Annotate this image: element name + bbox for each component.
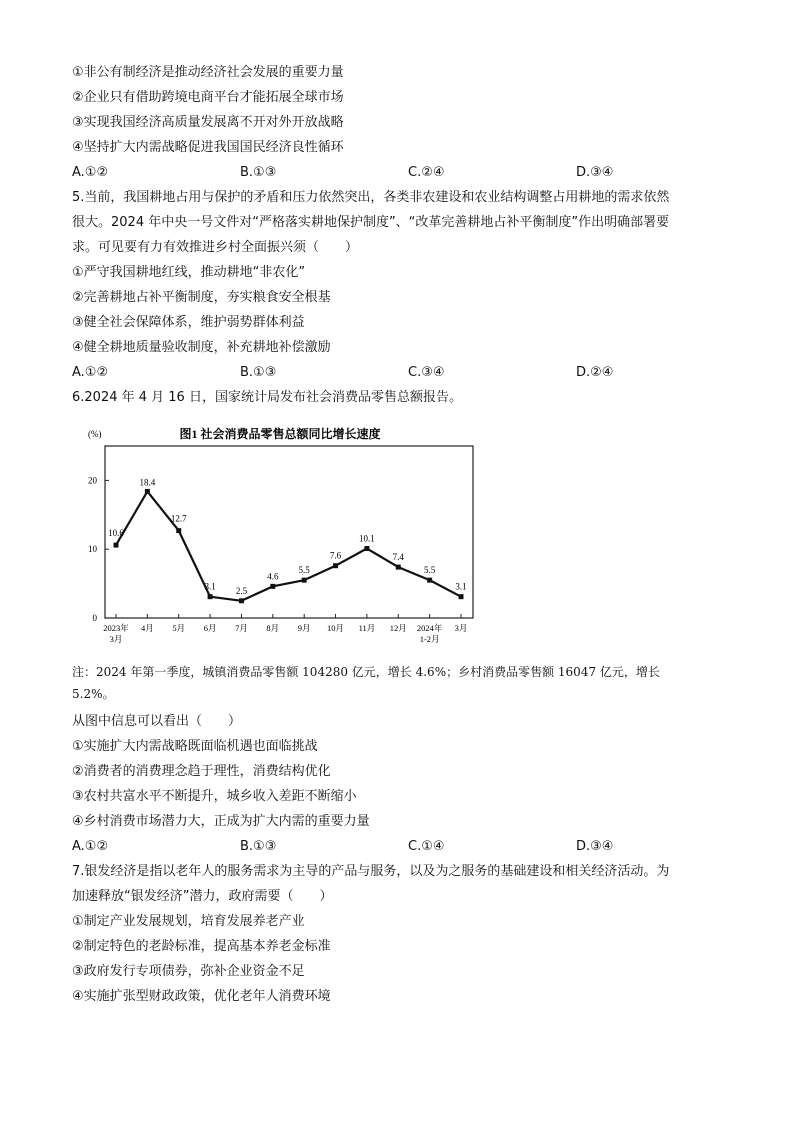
q5-item-3: ③健全社会保障体系，维护弱势群体利益 (72, 315, 305, 330)
data-label: 7.6 (329, 550, 342, 561)
data-point (114, 543, 119, 548)
x-tick-label: 2024年 (416, 623, 443, 633)
q6-item-1: ①实施扩大内需战略既面临机遇也面临挑战 (72, 739, 318, 754)
data-label: 4.6 (267, 571, 279, 582)
data-point (459, 594, 464, 599)
q5-stem-line-3: 求。可见要有力有效推进乡村全面振兴须（ ） (72, 240, 359, 255)
q7-item-4: ④实施扩张型财政政策，优化老年人消费环境 (72, 989, 331, 1004)
data-label: 10.6 (108, 528, 124, 539)
x-tick-label: 10月 (327, 623, 345, 633)
x-tick-label: 5月 (172, 623, 186, 633)
q5-stem-line-1: 5.当前，我国耕地占用与保护的矛盾和压力依然突出，各类非农建设和农业结构调整占用耕地的需求依然 (72, 190, 670, 205)
data-label: 12.7 (170, 513, 187, 524)
q7-item-1: ①制定产业发展规划，培育发展养老产业 (72, 914, 305, 929)
q7-stem-line-2: 加速释放“银发经济”潜力，政府需要（ ） (72, 889, 333, 904)
x-tick-label: 3月 (109, 634, 123, 644)
x-tick-label: 9月 (297, 623, 311, 633)
q4-option-c[interactable]: C.②④ (408, 165, 445, 180)
x-tick-label: 12月 (389, 623, 407, 633)
series-line (116, 491, 461, 600)
retail-growth-chart (80, 418, 480, 650)
q5-stem-line-2: 很大。2024 年中央一号文件对“严格落实耕地保护制度”、“改革完善耕地占补平衡制度”作出明确部署要 (72, 215, 670, 230)
q4-item-3: ③实现我国经济高质量发展离不开对外开放战略 (72, 115, 344, 130)
chart-title: 图1 社会消费品零售总额同比增长速度 (179, 427, 381, 441)
q5-options (72, 364, 732, 382)
q6-note-line-1: 注：2024 年第一季度，城镇消费品零售额 104280 亿元，增长 4.6%；乡村消费品零售额 16047 亿元，增长 (72, 665, 660, 679)
x-tick-label: 3月 (454, 623, 468, 633)
data-label: 3.1 (455, 581, 467, 592)
data-label: 5.5 (298, 565, 310, 576)
data-point (427, 578, 432, 583)
q5-option-c[interactable]: C.③④ (408, 365, 445, 380)
x-tick-label: 4月 (140, 623, 154, 633)
data-point (176, 528, 181, 533)
q6-item-4: ④乡村消费市场潜力大，正成为扩大内需的重要力量 (72, 814, 370, 829)
data-point (208, 594, 213, 599)
data-point (239, 598, 244, 603)
q5-item-2: ②完善耕地占补平衡制度，夯实粮食安全根基 (72, 290, 331, 305)
q4-item-1: ①非公有制经济是推动经济社会发展的重要力量 (72, 65, 344, 80)
data-label: 5.5 (424, 565, 436, 576)
q4-option-b[interactable]: B.①③ (240, 165, 277, 180)
q6-option-d[interactable]: D.③④ (576, 839, 614, 854)
q5-item-4: ④健全耕地质量验收制度，补充耕地补偿激励 (72, 340, 331, 355)
data-label: 18.4 (139, 477, 156, 488)
x-tick-label: 2023年 (103, 623, 129, 633)
y-tick-label: 0 (92, 613, 97, 623)
data-point (302, 578, 307, 583)
q4-item-2: ②企业只有借助跨境电商平台才能拓展全球市场 (72, 90, 344, 105)
plot-frame (105, 446, 473, 618)
y-tick-label: 20 (88, 475, 97, 486)
q6-option-c[interactable]: C.①④ (408, 839, 445, 854)
q6-option-a[interactable]: A.①② (72, 839, 109, 854)
q6-option-b[interactable]: B.①③ (240, 839, 277, 854)
q6-question: 从图中信息可以看出（ ） (72, 714, 242, 729)
q7-item-3: ③政府发行专项债券，弥补企业资金不足 (72, 964, 305, 979)
q6-note-line-2: 5.2%。 (72, 687, 115, 701)
x-tick-label: 11月 (358, 623, 376, 633)
data-label: 3.1 (204, 581, 216, 592)
x-tick-label: 8月 (266, 623, 280, 633)
q5-option-a[interactable]: A.①② (72, 365, 109, 380)
q6-options (72, 838, 732, 856)
data-point (396, 565, 401, 570)
q4-options (72, 164, 732, 182)
q4-option-a[interactable]: A.①② (72, 165, 109, 180)
q6-stem: 6.2024 年 4 月 16 日，国家统计局发布社会消费品零售总额报告。 (72, 390, 462, 405)
data-point (333, 563, 338, 568)
data-point (364, 546, 369, 551)
q4-item-4: ④坚持扩大内需战略促进我国国民经济良性循环 (72, 140, 344, 155)
x-tick-label: 1-2月 (419, 634, 440, 644)
data-point (270, 584, 275, 589)
q7-stem-line-1: 7.银发经济是指以老年人的服务需求为主导的产品与服务，以及为之服务的基础建设和相关经济活动。为 (72, 864, 670, 879)
data-label: 2.5 (235, 585, 248, 596)
q6-item-3: ③农村共富水平不断提升，城乡收入差距不断缩小 (72, 789, 357, 804)
q7-item-2: ②制定特色的老龄标准，提高基本养老金标准 (72, 939, 331, 954)
y-tick-label: 10 (88, 544, 97, 555)
q6-note (72, 661, 722, 705)
q5-option-d[interactable]: D.②④ (576, 365, 614, 380)
q5-item-1: ①严守我国耕地红线，推动耕地“非农化” (72, 265, 306, 280)
q6-item-2: ②消费者的消费理念趋于理性，消费结构优化 (72, 764, 331, 779)
x-tick-label: 6月 (203, 623, 217, 633)
x-tick-label: 7月 (235, 623, 248, 633)
q5-option-b[interactable]: B.①③ (240, 365, 277, 380)
data-point (145, 489, 150, 494)
data-label: 7.4 (392, 552, 404, 563)
y-axis-unit: (%) (88, 429, 102, 439)
data-label: 10.1 (359, 533, 375, 544)
q4-option-d[interactable]: D.③④ (576, 165, 614, 180)
